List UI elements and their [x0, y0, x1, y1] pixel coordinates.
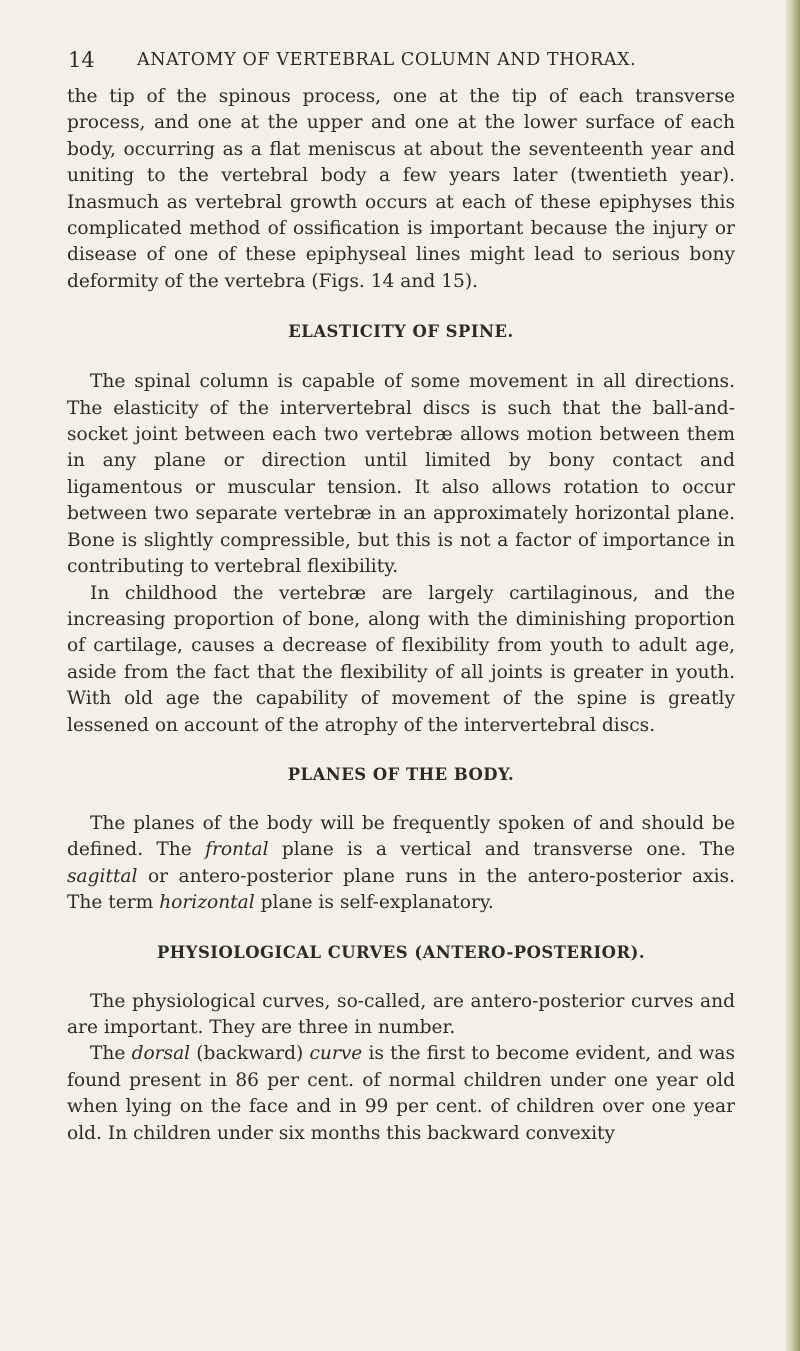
paragraph-ossification: the tip of the spinous process, one at the tip of each transverse process, and one at the upper and one at the lower surface of each body, occurring as a flat meniscus at about the seventeenth year and uniting to the vertebral body a few years later (twentieth year). Inasmuch as vertebral growth occurs at each of these epiphyses this complicated method of ossification is important because the injury or disease of one of these epiphyseal lines might lead to serious bony deformity of the vertebra (Figs. 14 and 15). — [67, 86, 735, 292]
paragraph-childhood-flexibility: In childhood the vertebræ are largely cartilaginous, and the increasing proportion of bone, along with the diminishing proportion of cartilage, causes a decrease of flexibility from youth to adult age, aside from the fact that the flexibility of all joints is greater in youth. With old age the capability of movement of the spine is greatly lessened on account of the atrophy of the intervertebral discs. — [67, 582, 735, 736]
planes-text-d: plane is self-explanatory. — [254, 892, 494, 914]
planes-text-b: plane is a vertical and transverse one. The — [268, 839, 735, 861]
running-header — [68, 46, 728, 76]
dorsal-text-b: (backward) — [190, 1043, 310, 1065]
heading-planes-of-body: PLANES OF THE BODY. — [287, 764, 515, 784]
running-title: ANATOMY OF VERTEBRAL COLUMN AND THORAX. — [137, 50, 637, 70]
paragraph-planes — [67, 811, 735, 917]
term-curve: curve — [309, 1043, 363, 1065]
dorsal-text-a: The — [90, 1043, 132, 1065]
body-text — [67, 84, 735, 1147]
term-sagittal: sagittal — [67, 865, 138, 887]
heading-elasticity-of-spine: ELASTICITY OF SPINE. — [288, 322, 514, 342]
page-number: 14 — [68, 48, 95, 72]
page-edge-shadow — [786, 0, 800, 1351]
term-horizontal: horizontal — [159, 892, 255, 914]
paragraph-spinal-movement: The spinal column is capable of some movement in all directions. The elasticity of the intervertebral discs is such that the ball-and-socket joint between each two vertebræ allows motion between them in any plane or direction until limited by bony contact and ligamentous or muscular tension. It also allows rotation to occur between two separate vertebræ in an approximately horizontal plane. Bone is slightly compressible, but this is not a factor of importance in contributing to vertebral flexibility. — [67, 371, 735, 578]
planes-text-a: The planes of the body will be frequently spoken of and should be defined. The — [67, 812, 735, 861]
paragraph-dorsal-curve — [67, 1041, 735, 1147]
term-frontal: frontal — [205, 839, 269, 861]
term-dorsal: dorsal — [131, 1043, 191, 1065]
paragraph-curves-intro: The physiological curves, so-called, are antero-posterior curves and are important. They are three in number. — [67, 990, 735, 1038]
heading-physiological-curves: PHYSIOLOGICAL CURVES (ANTERO-POSTERIOR). — [156, 942, 646, 962]
dorsal-text-c: is the first to become evident, and was found present in 86 per cent. of normal children under one year old when lying on the face and in 99 per cent. of children over one year old. In children under six months this backward convexity — [67, 1043, 735, 1144]
planes-text-c: or antero-posterior plane runs in the antero-posterior axis. The term — [67, 865, 735, 914]
